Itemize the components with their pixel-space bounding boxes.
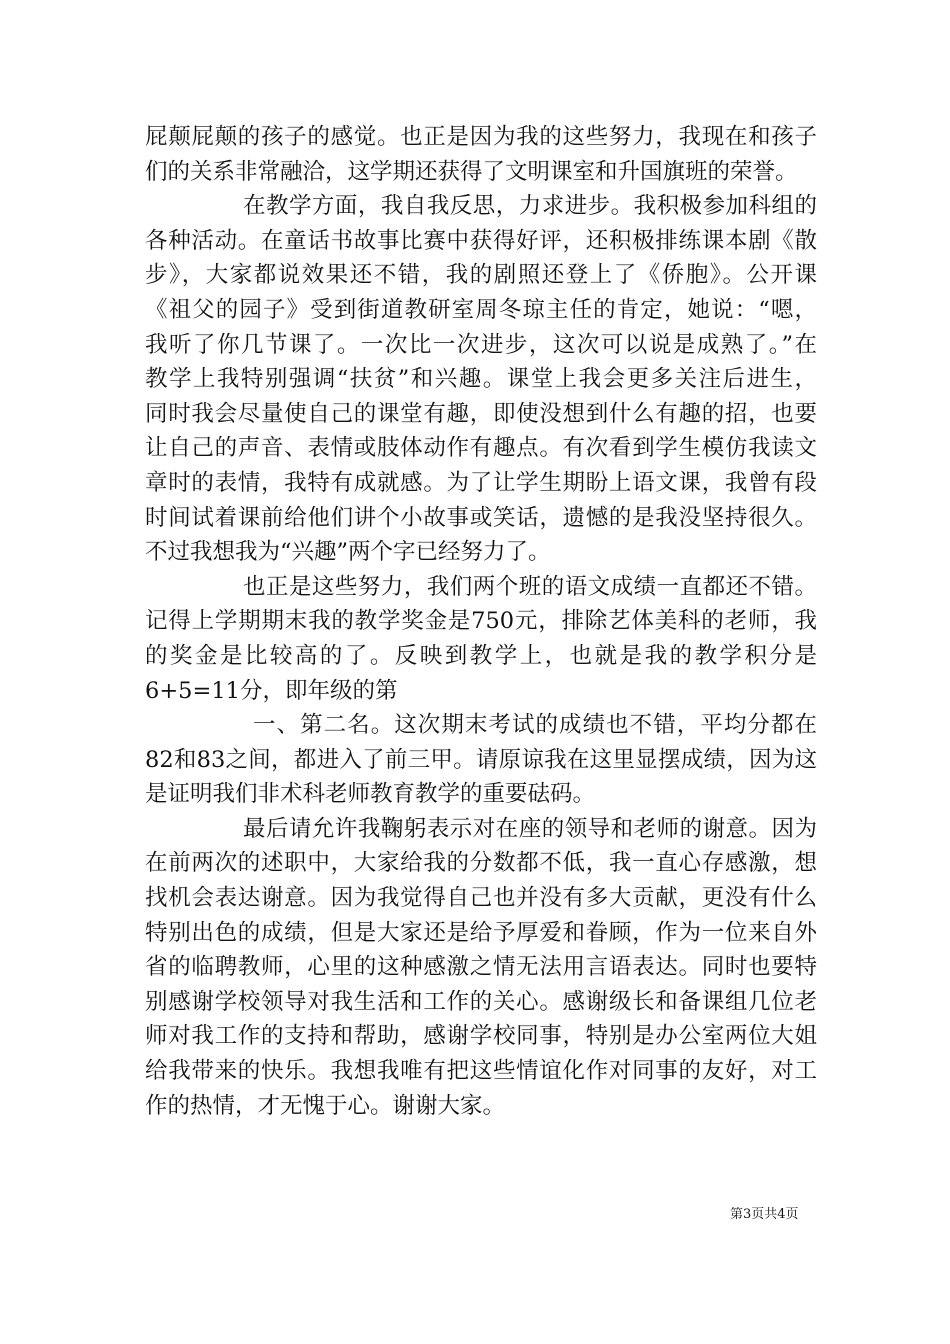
- text-line: 找机会表达谢意。因为我觉得自己也并没有多大贡献，更没有什么: [145, 885, 817, 912]
- text-line: 82和83之间，都进入了前三甲。请原谅我在这里显摆成绩，因为这: [145, 746, 817, 773]
- text-line: 给我带来的快乐。我想我唯有把这些情谊化作对同事的友好，对工: [145, 1058, 817, 1085]
- text-line: 不过我想我为“兴趣”两个字已经努力了。: [145, 539, 551, 566]
- text-line: 屁颠屁颠的孩子的感觉。也正是因为我的这些努力，我现在和孩子: [145, 124, 817, 150]
- text-line: 的奖金是比较高的了。反映到教学上，也就是我的教学积分是: [145, 642, 817, 669]
- text-line: 是证明我们非术科老师教育教学的重要砝码。: [145, 781, 596, 808]
- text-line: 教学上我特别强调“扶贫”和兴趣。课堂上我会更多关注后进生，: [145, 366, 817, 393]
- text-line: 让自己的声音、表情或肢体动作有趣点。有次看到学生模仿我读文: [145, 435, 817, 462]
- text-line: 在前两次的述职中，大家给我的分数都不低，我一直心存感激，想: [145, 850, 817, 877]
- text-line: 记得上学期期末我的教学奖金是750元，排除艺体美科的老师，我: [145, 608, 817, 635]
- text-line: 们的关系非常融洽，这学期还获得了文明课室和升国旗班的荣誉。: [145, 158, 798, 185]
- paragraph-start-line: 最后请允许我鞠躬表示对在座的领导和老师的谢意。因为: [243, 815, 817, 842]
- document-body: [145, 120, 817, 1123]
- paragraph-start-line: 在教学方面，我自我反思，力求进步。我积极参加科组的: [243, 193, 817, 220]
- text-line: 特别出色的成绩，但是大家还是给予厚爱和眷顾，作为一位来自外: [145, 919, 817, 946]
- text-line: 《祖父的园子》受到街道教研室周冬琼主任的肯定，她说：“嗯，: [145, 296, 817, 323]
- text-line: 6+5=11分，即年级的第: [145, 677, 398, 704]
- text-line: 时间试着课前给他们讲个小故事或笑话，遗憾的是我没坚持很久。: [145, 504, 817, 531]
- page-number: 第3页共4页: [730, 1207, 799, 1222]
- paragraph-start-line: 一、第二名。这次期末考试的成绩也不错，平均分都在: [253, 712, 817, 739]
- paragraph-start-line: 也正是这些努力，我们两个班的语文成绩一直都还不错。: [243, 573, 817, 600]
- text-line: 章时的表情，我特有成就感。为了让学生期盼上语文课，我曾有段: [145, 469, 817, 496]
- text-line: 我听了你几节课了。一次比一次进步，这次可以说是成熟了。”在: [145, 331, 817, 358]
- text-line: 别感谢学校领导对我生活和工作的关心。感谢级长和备课组几位老: [145, 988, 817, 1015]
- text-line: 师对我工作的支持和帮助，感谢学校同事，特别是办公室两位大姐: [145, 1023, 817, 1050]
- text-line: 省的临聘教师，心里的这种感激之情无法用言语表达。同时也要特: [145, 954, 817, 981]
- text-line: 作的热情，才无愧于心。谢谢大家。: [145, 1092, 506, 1119]
- text-line: 各种活动。在童话书故事比赛中获得好评，还积极排练课本剧《散: [145, 227, 817, 254]
- text-line: 步》，大家都说效果还不错，我的剧照还登上了《侨胞》。公开课: [145, 262, 817, 289]
- text-line: 同时我会尽量使自己的课堂有趣，即使没想到什么有趣的招，也要: [145, 400, 817, 427]
